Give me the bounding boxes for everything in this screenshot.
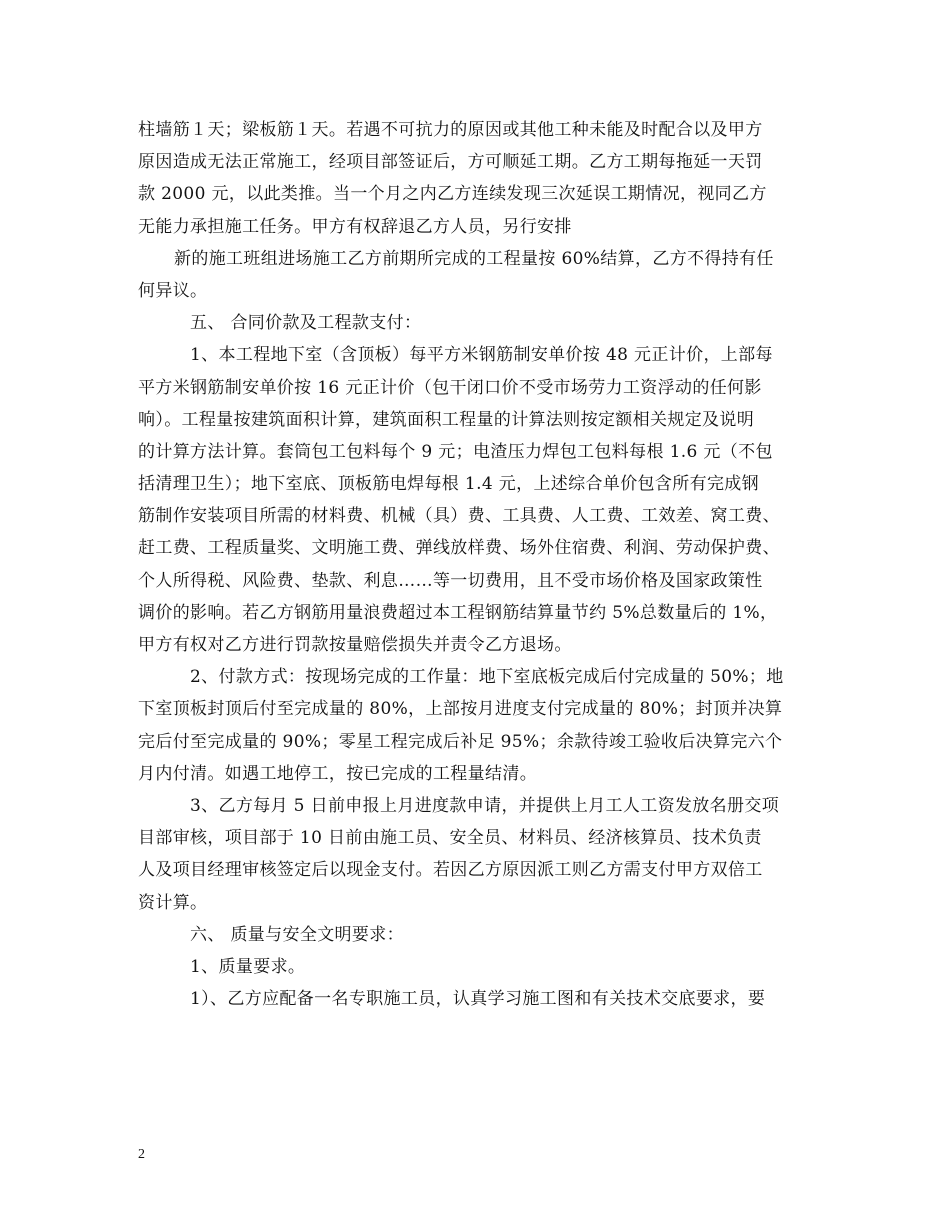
text-line: 原因造成无法正常施工，经项目部签证后，方可顺延工期。乙方工期每拖延一天罚 [138,152,763,173]
text-line: 括清理卫生）；地下室底、顶板筋电焊每根 1.4 元，上述综合单价包含所有完成钢 [138,474,759,495]
text-line: 新的施工班组进场施工乙方前期所完成的工程量按 60%结算，乙方不得持有任 [174,248,774,269]
text-line: 1）、乙方应配备一名专职施工员，认真学习施工图和有关技术交底要求，要 [190,989,766,1010]
text-line: 甲方有权对乙方进行罚款按量赔偿损失并责令乙方退场。 [138,635,572,655]
section-heading: 六、 质量与安全文明要求： [190,924,404,945]
text-line: 响）。工程量按建筑面积计算，建筑面积工程量的计算法则按定额相关规定及说明 [138,409,755,430]
text-line: 1、本工程地下室（含顶板）每平方米钢筋制安单价按 48 元正计价，上部每 [190,345,773,366]
text-line: 1、质量要求。 [190,956,306,977]
text-line: 月内付清。如遇工地停工，按已完成的工程量结清。 [138,763,538,784]
text-line: 平方米钢筋制安单价按 16 元正计价（包干闭口价不受市场劳力工资浮动的任何影 [138,377,762,398]
text-line: 赶工费、工程质量奖、文明施工费、弹线放样费、场外住宿费、利润、劳动保护费、 [138,538,780,559]
section-heading: 五、 合同价款及工程款支付： [190,313,422,334]
text-line: 筋制作安装项目所需的材料费、机械（具）费、工具费、人工费、工效差、窝工费、 [138,506,780,527]
page-number: 2 [138,1147,145,1162]
text-line: 款 2000 元，以此类推。当一个月之内乙方连续发现三次延误工期情况，视同乙方 [138,184,767,205]
text-line: 资计算。 [138,892,208,913]
text-line: 3、乙方每月 5 日前申报上月进度款申请，并提供上月工人工资发放名册交项 [190,795,780,816]
document-body [138,114,822,1015]
text-line: 完后付至完成量的 90%；零星工程完成后补足 95%；余款待竣工验收后决算完六个 [138,731,783,752]
text-line: 的计算方法计算。套筒包工包料每个 9 元；电渣压力焊包工包料每根 1.6 元（不包 [138,441,773,462]
text-line: 下室顶板封顶后付至完成量的 80%，上部按月进度支付完成量的 80%；封顶并决算 [138,699,783,720]
text-line: 个人所得税、风险费、垫款、利息……等一切费用，且不受市场价格及国家政策性 [138,570,763,591]
text-line: 何异议。 [138,280,208,301]
text-line: 2、付款方式：按现场完成的工作量：地下室底板完成后付完成量的 50%；地 [190,667,784,688]
text-line: 柱墙筋１天；梁板筋１天。若遇不可抗力的原因或其他工种未能及时配合以及甲方 [138,120,763,140]
text-line: 目部审核，项目部于 10 日前由施工员、安全员、材料员、经济核算员、技术负责 [138,828,762,849]
text-line: 无能力承担施工任务。甲方有权辞退乙方人员，另行安排 [138,216,572,237]
text-line: 调价的影响。若乙方钢筋用量浪费超过本工程钢筋结算量节约 5%总数量后的 1%， [138,602,778,623]
text-line: 人及项目经理审核签定后以现金支付。若因乙方原因派工则乙方需支付甲方双倍工 [138,860,763,881]
